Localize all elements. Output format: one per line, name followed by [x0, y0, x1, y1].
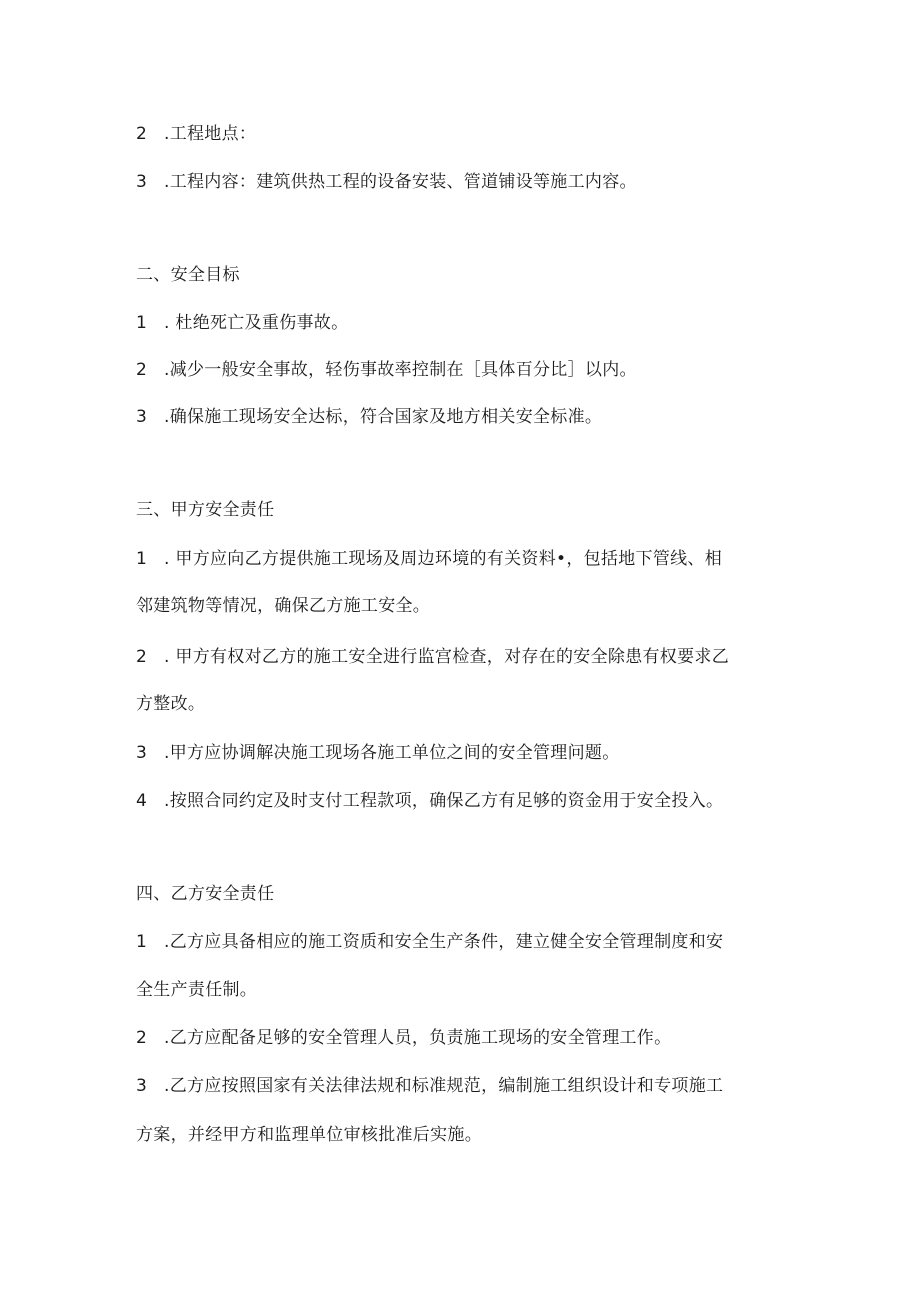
item-text: .减少一般安全事故，轻伤事故率控制在［具体百分比］以内。: [164, 360, 637, 380]
item-number: 3: [136, 172, 148, 192]
item-number: 1: [136, 313, 148, 333]
project-content-item: [136, 170, 786, 194]
list-item: [136, 789, 786, 813]
item-text: . 杜绝死亡及重伤事故。: [164, 313, 349, 333]
item-text: .工程地点：: [164, 124, 257, 144]
item-text: .甲方应协调解决施工现场各施工单位之间的安全管理问题。: [164, 743, 620, 763]
item-number: 2: [136, 360, 148, 380]
list-item: [136, 1026, 786, 1050]
list-item: [136, 405, 786, 429]
item-number: 1: [136, 932, 148, 952]
list-item: [136, 741, 786, 765]
item-number: 1: [136, 549, 148, 569]
list-item-continuation: 方整改。: [136, 694, 206, 714]
project-location-item: [136, 122, 786, 146]
item-text: .确保施工现场安全达标，符合国家及地方相关安全标准。: [164, 407, 603, 427]
list-item: [136, 1074, 786, 1098]
item-number: 4: [136, 791, 148, 811]
item-text: . 甲方有权对乙方的施工安全进行监宫检查，对存在的安全除患有权要求乙: [164, 647, 730, 667]
item-text: . 甲方应向乙方提供施工现场及周边环境的有关资料•，包括地下管线、相: [164, 549, 723, 569]
item-number: 2: [136, 124, 148, 144]
item-text: .乙方应按照国家有关法律法规和标准规范，编制施工组织设计和专项施工: [164, 1076, 724, 1096]
list-item-continuation: 方案，并经甲方和监理单位审核批准后实施。: [136, 1125, 482, 1145]
list-item: [136, 645, 786, 669]
list-item: [136, 358, 786, 382]
item-text: .工程内容：建筑供热工程的设备安装、管道铺设等施工内容。: [164, 172, 637, 192]
list-item: [136, 547, 786, 571]
list-item: [136, 311, 786, 335]
list-item-continuation: 全生产责任制。: [136, 980, 258, 1000]
section-heading-party-a-responsibility: 三、甲方安全责任: [136, 500, 275, 520]
section-heading-safety-goals: 二、安全目标: [136, 265, 240, 285]
item-number: 2: [136, 647, 148, 667]
section-heading-party-b-responsibility: 四、乙方安全责任: [136, 884, 275, 904]
item-number: 2: [136, 1028, 148, 1048]
list-item: [136, 930, 786, 954]
list-item-continuation: 邻建筑物等情况，确保乙方施工安全。: [136, 596, 431, 616]
item-number: 3: [136, 1076, 148, 1096]
item-text: .乙方应配备足够的安全管理人员，负责施工现场的安全管理工作。: [164, 1028, 672, 1048]
item-number: 3: [136, 743, 148, 763]
item-number: 3: [136, 407, 148, 427]
item-text: .乙方应具备相应的施工资质和安全生产条件，建立健全安全管理制度和安: [164, 932, 724, 952]
item-text: .按照合同约定及时支付工程款项，确保乙方有足够的资金用于安全投入。: [164, 791, 724, 811]
